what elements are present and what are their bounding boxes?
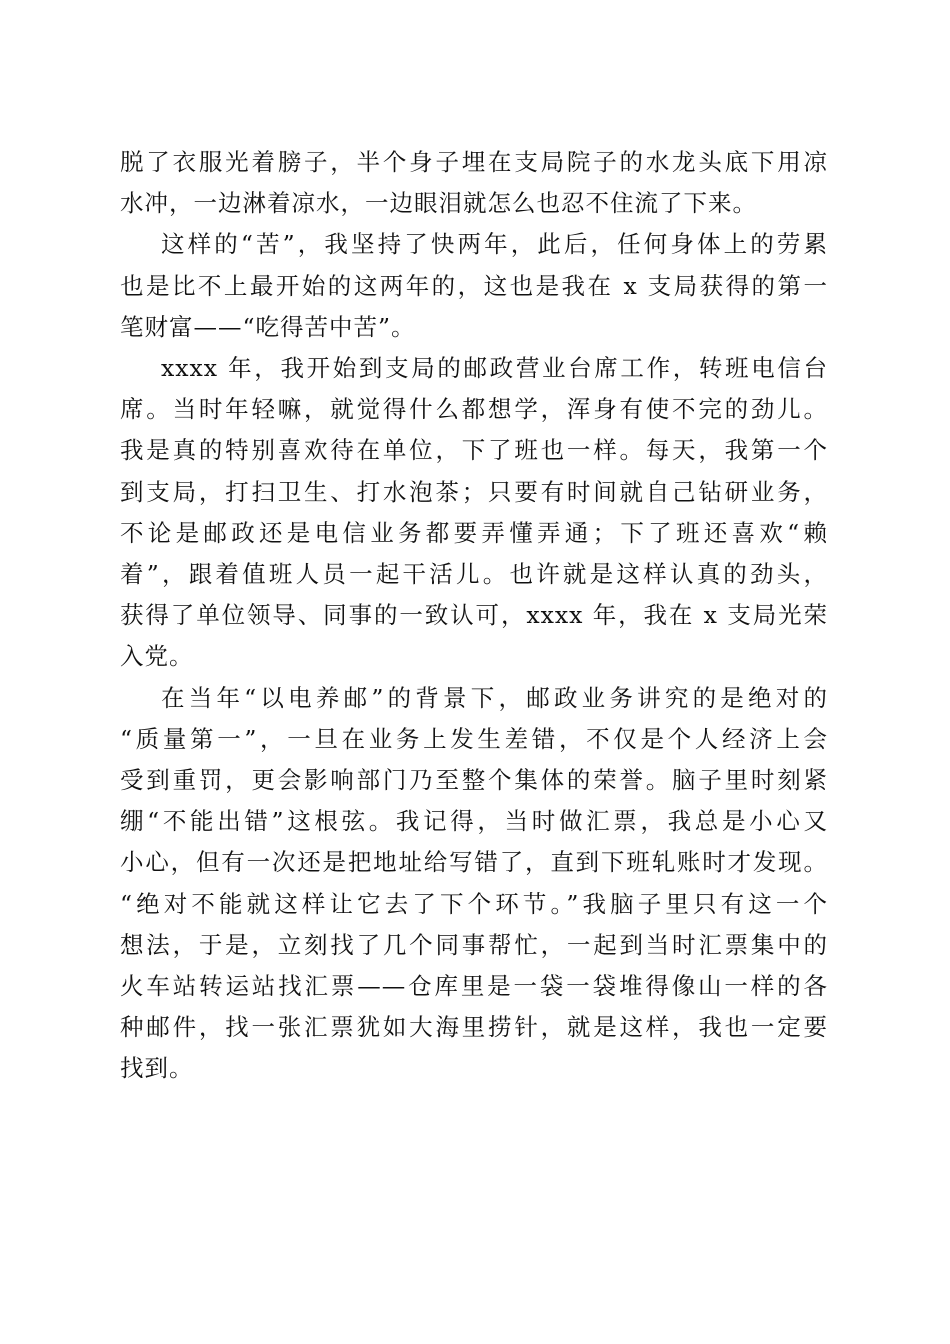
text-line: 席。当时年轻嘛，就觉得什么都想学，浑身有使不完的劲儿。 [120, 395, 828, 424]
text-line: 到支局，打扫卫生、打水泡茶；只要有时间就自己钻研业务， [120, 477, 828, 506]
text-line: 着”，跟着值班人员一起干活儿。也许就是这样认真的劲头， [120, 560, 828, 589]
paragraph-1 [120, 142, 828, 224]
text-line: 火车站转运站找汇票——仓库里是一袋一袋堆得像山一样的各 [120, 972, 828, 1001]
body-text [120, 142, 828, 1090]
text-line: xxxx 年，我开始到支局的邮政营业台席工作，转班电信台 [161, 354, 828, 383]
text-line: “绝对不能就这样让它去了下个环节。”我脑子里只有这一个 [120, 889, 828, 918]
text-line: 获得了单位领导、同事的一致认可，xxxx 年，我在 x 支局光荣 [120, 601, 828, 630]
text-line: 小心，但有一次还是把地址给写错了，直到下班轧账时才发现。 [120, 848, 828, 877]
text-line: 绷“不能出错”这根弦。我记得，当时做汇票，我总是小心又 [120, 807, 828, 836]
text-line: 在当年“以电养邮”的背景下，邮政业务讲究的是绝对的 [161, 683, 828, 712]
paragraph-3 [120, 348, 828, 678]
text-line: 受到重罚，更会影响部门乃至整个集体的荣誉。脑子里时刻紧 [120, 766, 828, 795]
text-line: 不论是邮政还是电信业务都要弄懂弄通；下了班还喜欢“赖 [120, 518, 828, 547]
text-line: 种邮件，找一张汇票犹如大海里捞针，就是这样，我也一定要 [120, 1013, 828, 1042]
text-line: 脱了衣服光着膀子，半个身子埋在支局院子的水龙头底下用凉 [120, 148, 828, 176]
text-line: 我是真的特别喜欢待在单位，下了班也一样。每天，我第一个 [120, 436, 828, 465]
text-line: 入党。 [120, 642, 194, 671]
paragraph-4 [120, 678, 828, 1090]
text-line: 这样的“苦”，我坚持了快两年，此后，任何身体上的劳累 [161, 230, 828, 259]
text-line: 想法，于是，立刻找了几个同事帮忙，一起到当时汇票集中的 [120, 930, 828, 959]
text-line: 也是比不上最开始的这两年的，这也是我在 x 支局获得的第一 [120, 271, 828, 300]
text-line: 水冲，一边淋着凉水，一边眼泪就怎么也忍不住流了下来。 [120, 189, 757, 218]
text-line: 笔财富——“吃得苦中苦”。 [120, 312, 416, 341]
text-line: “质量第一”，一旦在业务上发生差错，不仅是个人经济上会 [120, 724, 828, 753]
text-line: 找到。 [120, 1054, 194, 1083]
paragraph-2 [120, 224, 828, 348]
